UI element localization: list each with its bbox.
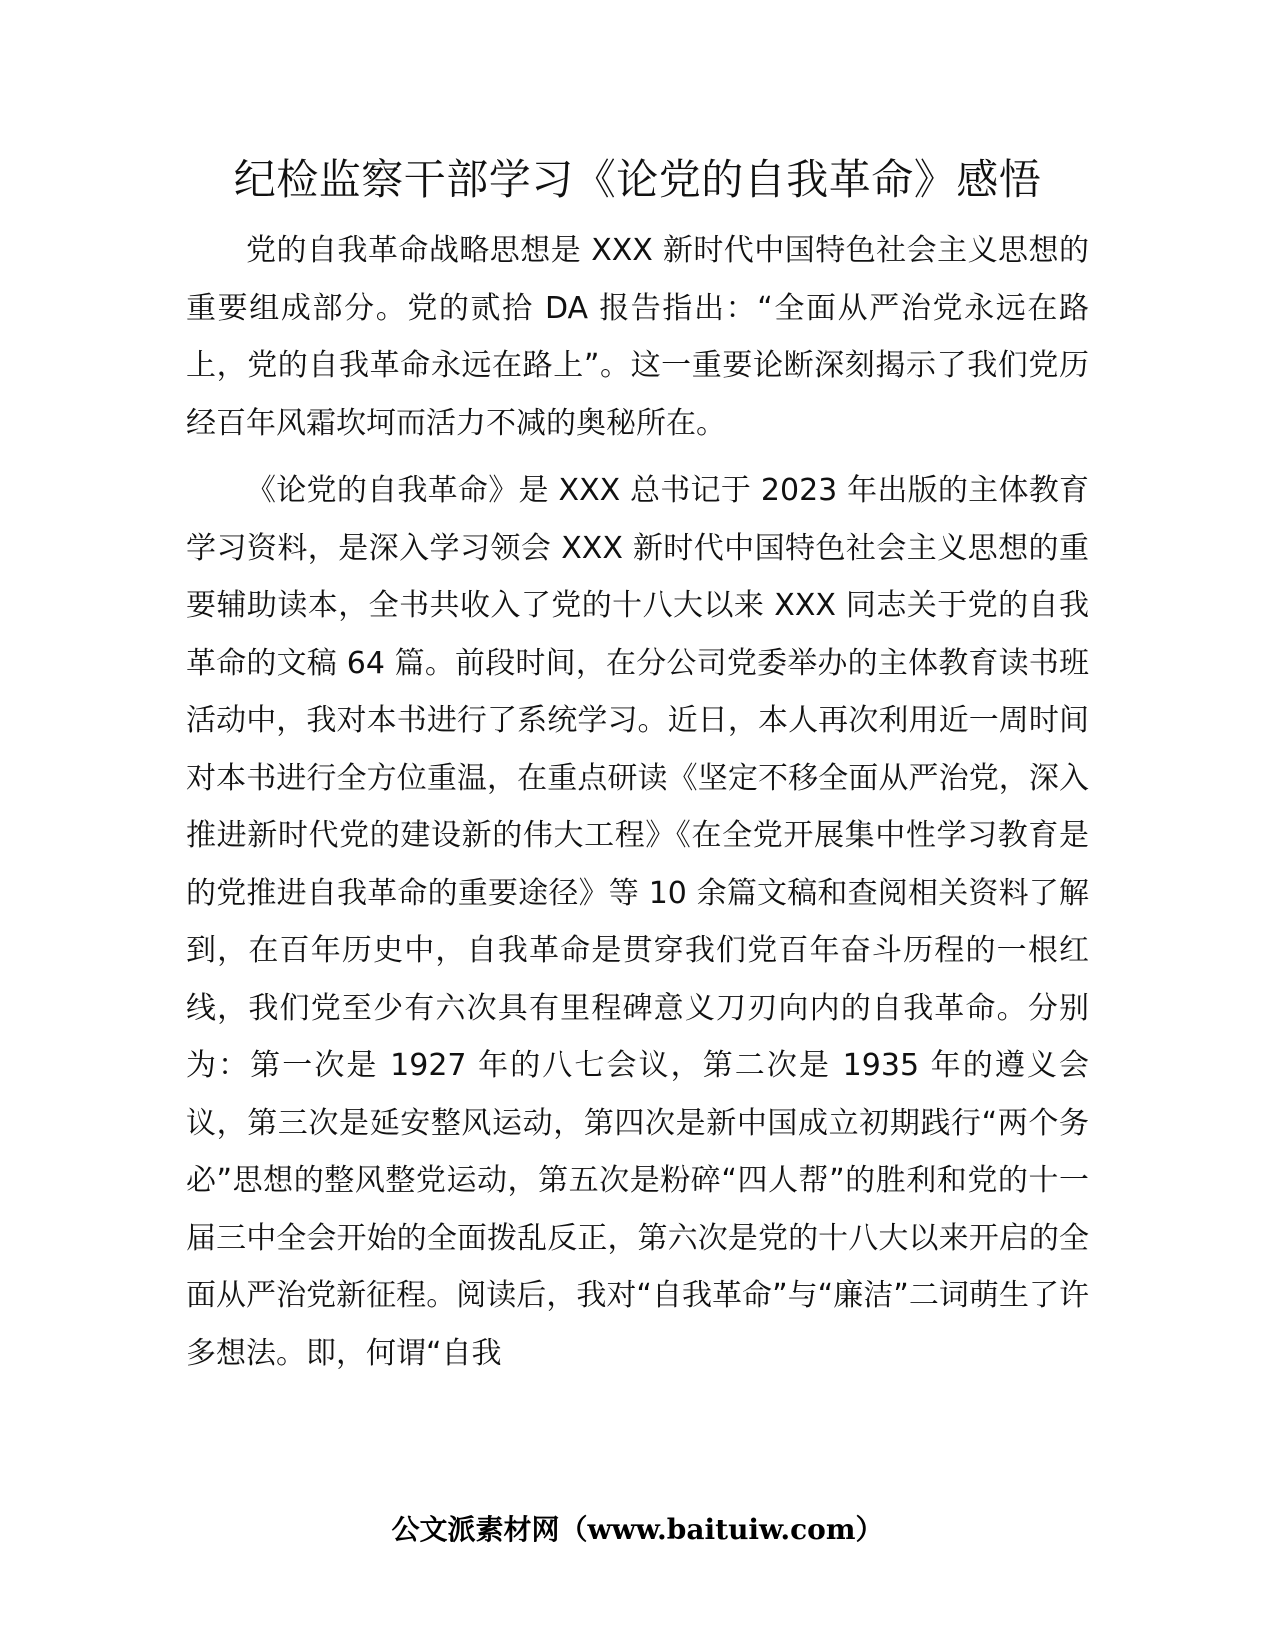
document-body — [186, 222, 1089, 1392]
document-title: 纪检监察干部学习《论党的自我革命》感悟 — [233, 155, 1042, 204]
footer-watermark: 公文派素材网（www.baituiw.com） — [391, 1513, 884, 1546]
paragraph-intro: 党的自我革命战略思想是 XXX 新时代中国特色社会主义思想的重要组成部分。党的贰拾 DA 报告指出：“全面从严治党永远在路上，党的自我革命永远在路上”。这一重要论断深刻揭示了我们党历经百年风霜坎坷而活力不减的奥秘所在。 — [186, 233, 1089, 441]
paragraph-book-review: 《论党的自我革命》是 XXX 总书记于 2023 年出版的主体教育学习资料，是深入学习领会 XXX 新时代中国特色社会主义思想的重要辅助读本，全书共收入了党的十八大以来 XXX 同志关于党的自我革命的文稿 64 篇。前段时间，在分公司党委举办的主体教育读书班活动中，我对本书进行了系统学习。近日，本人再次利用近一周时间对本书进行全方位重温，在重点研读《坚定不移全面从严治党，深入推进新时代党的建设新的伟大工程》《在全党开展集中性学习教育是的党推进自我革命的重要途径》等 10 余篇文稿和查阅相关资料了解到，在百年历史中，自我革命是贯穿我们党百年奋斗历程的一根红线，我们党至少有六次具有里程碑意义刀刃向内的自我革命。分别为：第一次是 1927 年的八七会议，第二次是 1935 年的遵义会议，第三次是延安整风运动，第四次是新中国成立初期践行“两个务必”思想的整风整党运动，第五次是粉碎“四人帮”的胜利和党的十一届三中全会开始的全面拨乱反正，第六次是党的十八大以来开启的全面从严治党新征程。阅读后，我对“自我革命”与“廉洁”二词萌生了许多想法。即，何谓“自我 — [186, 473, 1089, 1371]
